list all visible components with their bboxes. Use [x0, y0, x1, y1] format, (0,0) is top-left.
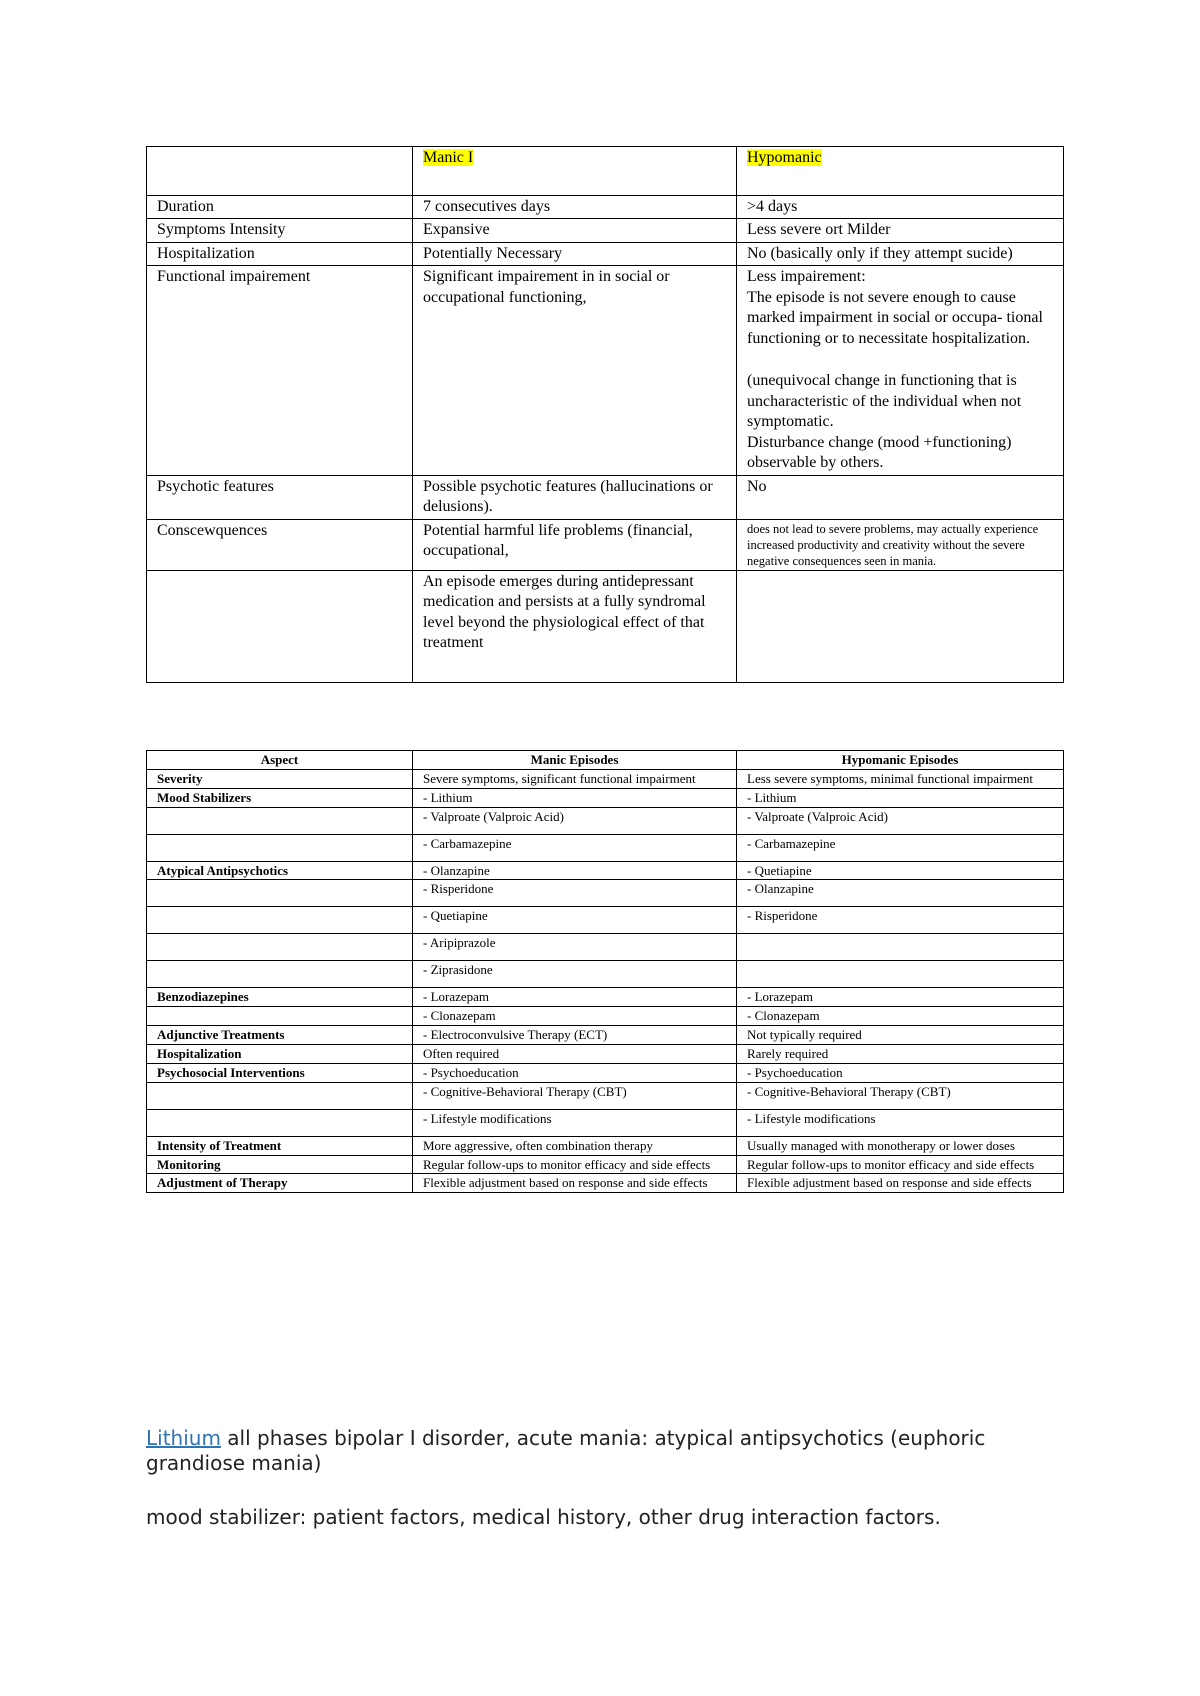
row-aspect: Severity: [147, 769, 413, 788]
row-manic-value: - Cognitive-Behavioral Therapy (CBT): [413, 1082, 737, 1109]
row-hypomanic-value: Less severe ort Milder: [737, 219, 1064, 242]
row-hypomanic-value: - Olanzapine: [737, 880, 1064, 907]
table-row: [147, 196, 1064, 219]
row-hypomanic-value: Less severe symptoms, minimal functional impairment: [737, 769, 1064, 788]
row-manic-value: - Valproate (Valproic Acid): [413, 807, 737, 834]
row-manic-value: - Clonazepam: [413, 1007, 737, 1026]
row-hypomanic-value: [737, 961, 1064, 988]
table-row: [147, 880, 1064, 907]
row-manic-value: Significant impairement in in social or occupational functioning,: [413, 266, 737, 475]
row-manic-value: An episode emerges during antidepressant medication and persists at a fully syndromal level beyond the physiological effect of that treatment: [413, 570, 737, 682]
row-aspect: Hospitalization: [147, 242, 413, 265]
note-paragraph: mood stabilizer: patient factors, medical history, other drug interaction factors.: [146, 1504, 941, 1529]
table-row: [147, 570, 1064, 682]
row-aspect: Functional impairement: [147, 266, 413, 475]
table-row: [147, 519, 1064, 570]
table-row: [147, 475, 1064, 519]
row-hypomanic-value: Rarely required: [737, 1045, 1064, 1064]
table-row: [147, 988, 1064, 1007]
hypomanic-line: Less impairement:: [747, 268, 866, 286]
treatment-comparison-table: [146, 750, 1064, 1193]
row-aspect: Benzodiazepines: [147, 988, 413, 1007]
table-row: [147, 1007, 1064, 1026]
row-manic-value: - Aripiprazole: [413, 934, 737, 961]
header-aspect: Aspect: [147, 751, 413, 770]
table-row: [147, 861, 1064, 880]
header-cell-manic: [413, 147, 737, 196]
row-hypomanic-value: [737, 266, 1064, 475]
row-hypomanic-value: No: [737, 475, 1064, 519]
table-row: [147, 1174, 1064, 1193]
note-text: all phases bipolar I disorder, acute mania: atypical antipsychotics (euphoric grandiose mania): [146, 1426, 986, 1476]
hypomanic-line: The episode is not severe enough to cause marked impairment in social or occupa- tional functioning or to necessitate hospitalization.: [747, 288, 1043, 347]
row-aspect: Psychosocial Interventions: [147, 1063, 413, 1082]
row-aspect: [147, 1082, 413, 1109]
table-row: [147, 769, 1064, 788]
row-aspect: [147, 570, 413, 682]
note-paragraph: [146, 1426, 1076, 1477]
hypomanic-header-label: Hypomanic: [747, 149, 822, 166]
row-aspect: [147, 834, 413, 861]
row-manic-value: - Psychoeducation: [413, 1063, 737, 1082]
row-manic-value: - Ziprasidone: [413, 961, 737, 988]
table-row: [147, 266, 1064, 475]
row-aspect: [147, 907, 413, 934]
row-aspect: Atypical Antipsychotics: [147, 861, 413, 880]
row-aspect: [147, 807, 413, 834]
row-manic-value: Often required: [413, 1045, 737, 1064]
row-hypomanic-value: - Lithium: [737, 788, 1064, 807]
row-hypomanic-value: - Risperidone: [737, 907, 1064, 934]
row-aspect: Hospitalization: [147, 1045, 413, 1064]
row-hypomanic-value: - Quetiapine: [737, 861, 1064, 880]
row-manic-value: - Electroconvulsive Therapy (ECT): [413, 1026, 737, 1045]
row-aspect: [147, 1109, 413, 1136]
treatment-table-body: [147, 769, 1064, 1192]
table-row: [147, 219, 1064, 242]
row-hypomanic-value: - Lorazepam: [737, 988, 1064, 1007]
table-row: [147, 961, 1064, 988]
hypomanic-line: Disturbance change (mood +functioning) observable by others.: [747, 433, 1012, 472]
table-row: [147, 242, 1064, 265]
row-manic-value: Regular follow-ups to monitor efficacy and side effects: [413, 1155, 737, 1174]
row-hypomanic-value: - Valproate (Valproic Acid): [737, 807, 1064, 834]
row-aspect: Conscewquences: [147, 519, 413, 570]
row-manic-value: Severe symptoms, significant functional impairment: [413, 769, 737, 788]
table-row: [147, 1026, 1064, 1045]
table-header-row: [147, 147, 1064, 196]
row-manic-value: - Quetiapine: [413, 907, 737, 934]
row-manic-value: Potential harmful life problems (financial, occupational,: [413, 519, 737, 570]
row-manic-value: - Risperidone: [413, 880, 737, 907]
row-aspect: [147, 934, 413, 961]
table-row: [147, 1045, 1064, 1064]
row-manic-value: Expansive: [413, 219, 737, 242]
row-aspect: Monitoring: [147, 1155, 413, 1174]
table-header-row: [147, 751, 1064, 770]
table-row: [147, 1155, 1064, 1174]
row-manic-value: Flexible adjustment based on response and side effects: [413, 1174, 737, 1193]
row-aspect: [147, 1007, 413, 1026]
row-aspect: Adjustment of Therapy: [147, 1174, 413, 1193]
row-manic-value: 7 consecutives days: [413, 196, 737, 219]
row-hypomanic-value: - Carbamazepine: [737, 834, 1064, 861]
row-hypomanic-value: >4 days: [737, 196, 1064, 219]
header-hypomanic-episodes: Hypomanic Episodes: [737, 751, 1064, 770]
row-aspect: Duration: [147, 196, 413, 219]
header-cell-hypomanic: [737, 147, 1064, 196]
row-manic-value: - Lorazepam: [413, 988, 737, 1007]
table-row: [147, 1109, 1064, 1136]
row-aspect: Symptoms Intensity: [147, 219, 413, 242]
lithium-link[interactable]: Lithium: [146, 1426, 221, 1450]
row-hypomanic-value: No (basically only if they attempt sucide): [737, 242, 1064, 265]
table-row: [147, 788, 1064, 807]
row-aspect: [147, 880, 413, 907]
row-hypomanic-value: Usually managed with monotherapy or lower doses: [737, 1136, 1064, 1155]
row-manic-value: - Carbamazepine: [413, 834, 737, 861]
row-hypomanic-value: - Lifestyle modifications: [737, 1109, 1064, 1136]
row-hypomanic-value: Regular follow-ups to monitor efficacy and side effects: [737, 1155, 1064, 1174]
row-manic-value: Potentially Necessary: [413, 242, 737, 265]
table-row: [147, 807, 1064, 834]
notes-section: [146, 1426, 1076, 1558]
header-cell-empty: [147, 147, 413, 196]
hypomanic-line: (unequivocal change in functioning that is uncharacteristic of the individual when not symptomatic.: [747, 372, 1022, 431]
table-row: [147, 1082, 1064, 1109]
row-hypomanic-value: does not lead to severe problems, may actually experience increased productivity and creativity without the severe negative consequences seen in mania.: [737, 519, 1064, 570]
row-aspect: Adjunctive Treatments: [147, 1026, 413, 1045]
row-aspect: Intensity of Treatment: [147, 1136, 413, 1155]
manic-header-label: Manic I: [423, 149, 474, 166]
row-aspect: Mood Stabilizers: [147, 788, 413, 807]
row-manic-value: - Olanzapine: [413, 861, 737, 880]
table-row: [147, 907, 1064, 934]
row-manic-value: - Lithium: [413, 788, 737, 807]
row-hypomanic-value: - Cognitive-Behavioral Therapy (CBT): [737, 1082, 1064, 1109]
row-hypomanic-value: [737, 934, 1064, 961]
row-hypomanic-value: Flexible adjustment based on response and side effects: [737, 1174, 1064, 1193]
row-manic-value: Possible psychotic features (hallucinations or delusions).: [413, 475, 737, 519]
row-hypomanic-value: [737, 570, 1064, 682]
row-hypomanic-value: - Psychoeducation: [737, 1063, 1064, 1082]
row-hypomanic-value: Not typically required: [737, 1026, 1064, 1045]
row-aspect: [147, 961, 413, 988]
header-manic-episodes: Manic Episodes: [413, 751, 737, 770]
row-manic-value: - Lifestyle modifications: [413, 1109, 737, 1136]
table-row: [147, 1136, 1064, 1155]
manic-vs-hypomanic-table: [146, 146, 1064, 683]
table-row: [147, 1063, 1064, 1082]
row-manic-value: More aggressive, often combination therapy: [413, 1136, 737, 1155]
row-aspect: Psychotic features: [147, 475, 413, 519]
table-row: [147, 834, 1064, 861]
row-hypomanic-value: - Clonazepam: [737, 1007, 1064, 1026]
table-row: [147, 934, 1064, 961]
